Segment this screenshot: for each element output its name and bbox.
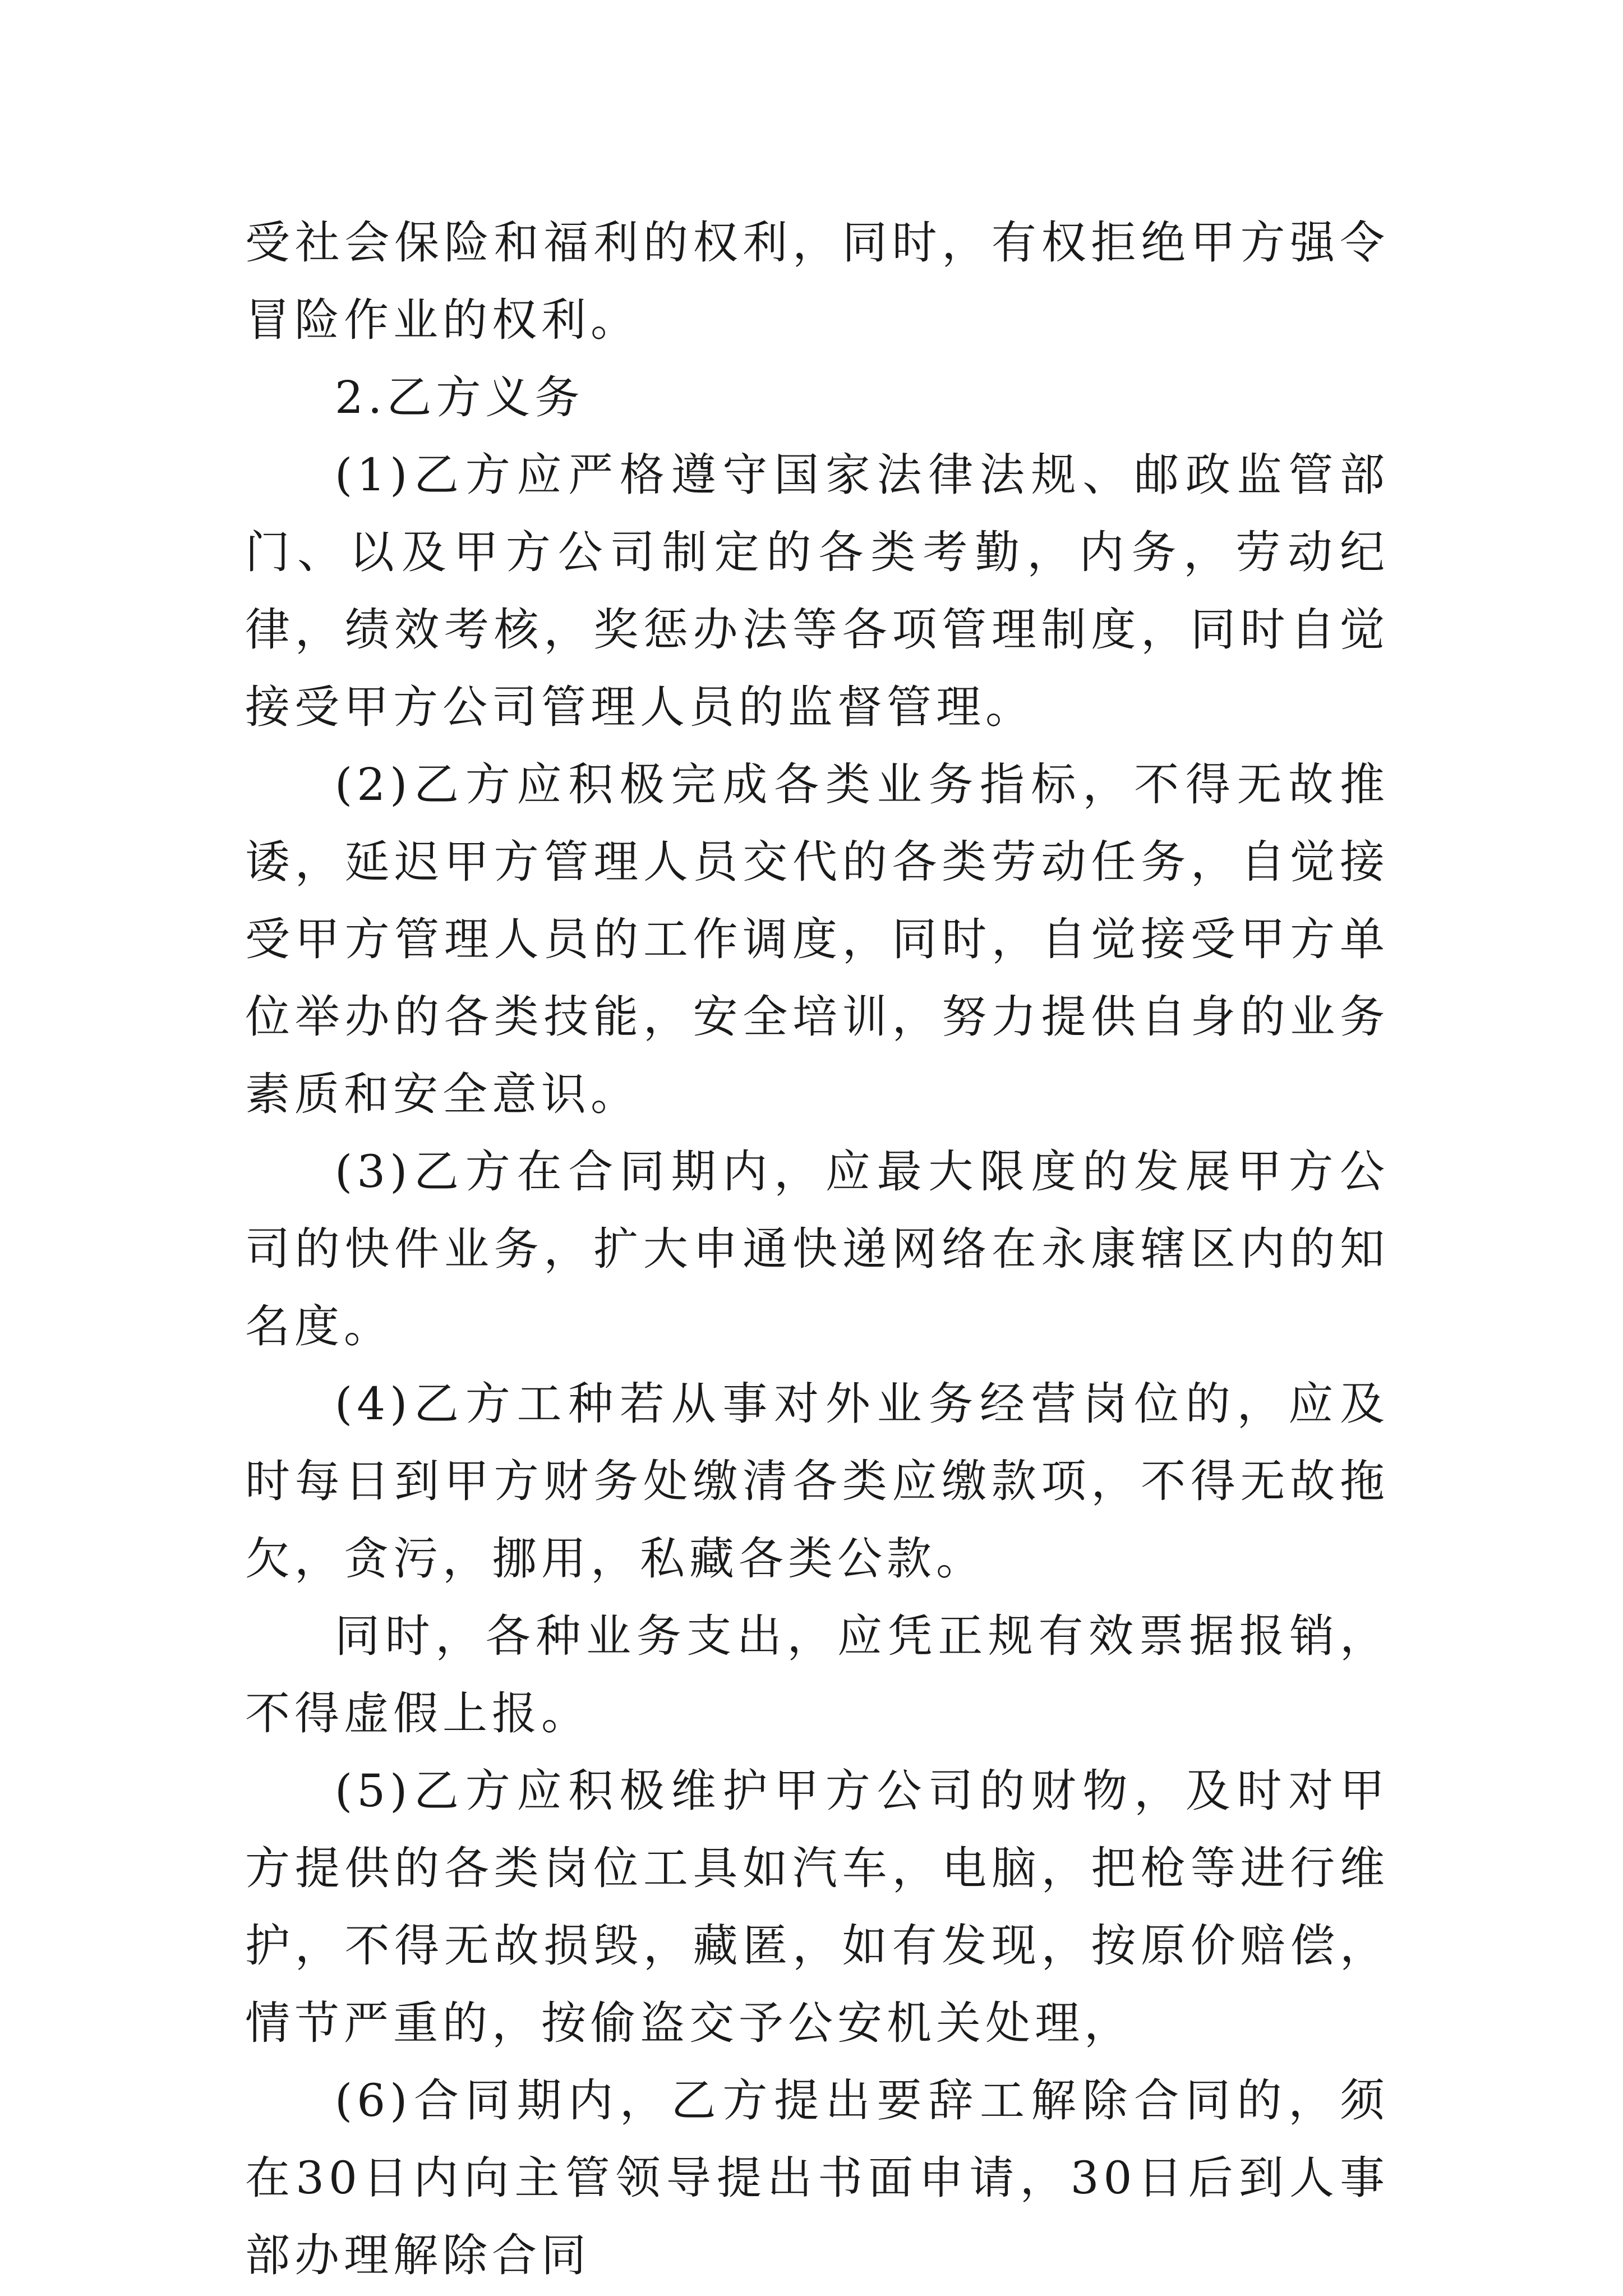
paragraph-obligation-4: (4)乙方工种若从事对外业务经营岗位的，应及时每日到甲方财务处缴清各类应缴款项，不得无故拖欠，贪污，挪用，私藏各类公款。 bbox=[245, 1378, 1389, 1585]
document-body bbox=[245, 204, 1389, 2294]
paragraph-obligation-2: (2)乙方应积极完成各类业务指标，不得无故推诿，延迟甲方管理人员交代的各类劳动任务，自觉接受甲方管理人员的工作调度，同时，自觉接受甲方单位举办的各类技能，安全培训，努力提供自身的业务素质和安全意识。 bbox=[245, 758, 1389, 1120]
paragraph-social-insurance-rights: 受社会保险和福利的权利，同时，有权拒绝甲方强令冒险作业的权利。 bbox=[245, 217, 1389, 346]
paragraph-obligation-3: (3)乙方在合同期内，应最大限度的发展甲方公司的快件业务，扩大申通快递网络在永康辖区内的知名度。 bbox=[245, 1145, 1389, 1352]
section-heading-party-b-obligations: 2.乙方义务 bbox=[335, 371, 584, 424]
paragraph-obligation-5: (5)乙方应积极维护甲方公司的财物，及时对甲方提供的各类岗位工具如汽车，电脑，把枪等进行维护，不得无故损毁，藏匿，如有发现，按原价赔偿，情节严重的，按偷盗交予公安机关处理， bbox=[245, 1765, 1389, 2049]
paragraph-obligation-6: (6)合同期内，乙方提出要辞工解除合同的，须在30日内向主管领导提出书面申请，30日后到人事部办理解除合同 bbox=[245, 2074, 1389, 2281]
paragraph-obligation-4-continued: 同时，各种业务支出，应凭正规有效票据报销，不得虚假上报。 bbox=[245, 1610, 1389, 1740]
paragraph-obligation-1: (1)乙方应严格遵守国家法律法规、邮政监管部门、以及甲方公司制定的各类考勤，内务，劳动纪律，绩效考核，奖惩办法等各项管理制度，同时自觉接受甲方公司管理人员的监督管理。 bbox=[245, 449, 1389, 733]
